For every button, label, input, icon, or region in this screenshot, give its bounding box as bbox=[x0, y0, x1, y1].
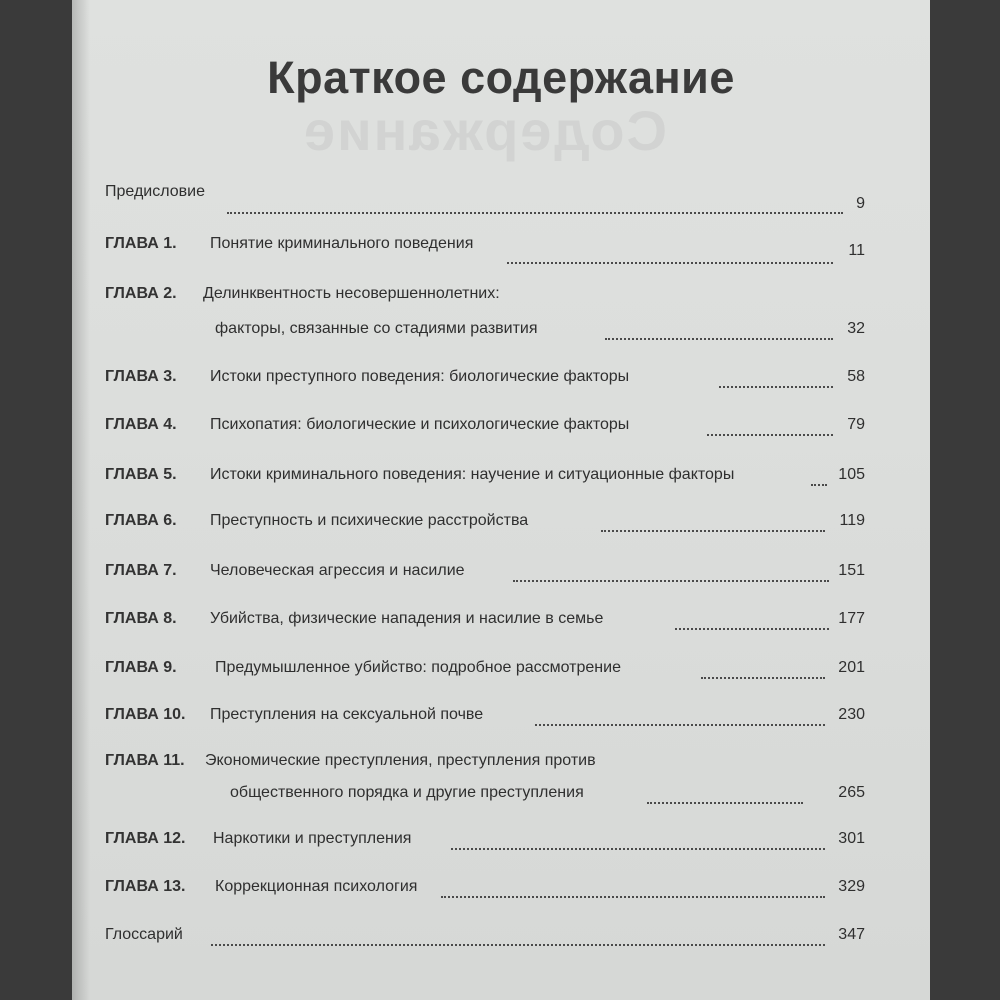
toc-leader-dots bbox=[601, 528, 825, 532]
toc-entry-title: Преступность и психические расстройства bbox=[210, 512, 529, 529]
toc-page-number: 58 bbox=[847, 368, 865, 385]
book-page bbox=[72, 0, 930, 1000]
toc-chapter-label: ГЛАВА 10. bbox=[105, 706, 186, 723]
toc-entry-title: Глоссарий bbox=[105, 926, 183, 943]
toc-chapter-label: ГЛАВА 7. bbox=[105, 562, 177, 579]
toc-page-number: 105 bbox=[838, 466, 865, 483]
toc-page-number: 11 bbox=[848, 242, 865, 259]
toc-entry-chapter-1 bbox=[105, 235, 865, 259]
toc-entry-title: Наркотики и преступления bbox=[213, 830, 412, 847]
toc-leader-dots bbox=[441, 894, 825, 898]
toc-entry-title: Истоки преступного поведения: биологические факторы bbox=[210, 368, 630, 385]
toc-entry-preface bbox=[105, 183, 865, 212]
toc-entry-title: Делинквентность несовершеннолетних: bbox=[203, 285, 500, 302]
page-title: Краткое содержание bbox=[267, 52, 735, 103]
toc-entry-title: Психопатия: биологические и психологические факторы bbox=[210, 416, 630, 433]
toc-entry-title: Предумышленное убийство: подробное рассмотрение bbox=[215, 659, 621, 676]
toc-entry-chapter-5 bbox=[105, 466, 865, 490]
toc-chapter-label: ГЛАВА 3. bbox=[105, 368, 177, 385]
toc-page-number: 201 bbox=[838, 659, 865, 676]
toc-entry-glossary bbox=[105, 926, 865, 950]
toc-page-number: 79 bbox=[847, 416, 865, 433]
toc-page-number: 301 bbox=[838, 830, 865, 847]
toc-entry-chapter-11-continued bbox=[105, 784, 865, 808]
toc-page-number: 119 bbox=[839, 512, 865, 529]
toc-entry-chapter-4 bbox=[105, 416, 865, 440]
toc-entry-title-line2: общественного порядка и другие преступления bbox=[230, 784, 584, 801]
toc-leader-dots bbox=[227, 210, 843, 214]
toc-leader-dots bbox=[451, 846, 825, 850]
toc-entry-chapter-10 bbox=[105, 706, 865, 730]
toc-entry-chapter-12 bbox=[105, 830, 865, 854]
toc-page-number: 9 bbox=[856, 195, 865, 212]
toc-entry-chapter-2 bbox=[105, 285, 865, 309]
toc-entry-chapter-6 bbox=[105, 512, 865, 536]
toc-leader-dots bbox=[811, 482, 827, 486]
toc-leader-dots bbox=[211, 942, 825, 946]
toc-chapter-label: ГЛАВА 1. bbox=[105, 235, 177, 252]
toc-chapter-label: ГЛАВА 5. bbox=[105, 466, 177, 483]
toc-leader-dots bbox=[707, 432, 833, 436]
toc-page-number: 177 bbox=[838, 610, 865, 627]
toc-chapter-label: ГЛАВА 9. bbox=[105, 659, 177, 676]
toc-leader-dots bbox=[719, 384, 833, 388]
toc-page-number: 151 bbox=[838, 562, 865, 579]
toc-chapter-label: ГЛАВА 13. bbox=[105, 878, 186, 895]
toc-leader-dots bbox=[507, 260, 833, 264]
toc-page-number: 329 bbox=[838, 878, 865, 895]
toc-leader-dots bbox=[513, 578, 829, 582]
toc-chapter-label: ГЛАВА 12. bbox=[105, 830, 186, 847]
toc-chapter-label: ГЛАВА 8. bbox=[105, 610, 177, 627]
toc-chapter-label: ГЛАВА 2. bbox=[105, 285, 177, 302]
toc-entry-title: Человеческая агрессия и насилие bbox=[210, 562, 465, 579]
show-through-text: Содержание bbox=[302, 99, 667, 162]
toc-entry-title: Истоки криминального поведения: научение и ситуационные факторы bbox=[210, 466, 735, 483]
toc-leader-dots bbox=[675, 626, 829, 630]
toc-page-number: 265 bbox=[838, 784, 865, 801]
toc-entry-chapter-11 bbox=[105, 752, 865, 776]
toc-entry-title: Экономические преступления, преступления против bbox=[205, 752, 596, 769]
toc-leader-dots bbox=[647, 800, 803, 804]
toc-page-number: 32 bbox=[847, 320, 865, 337]
toc-chapter-label: ГЛАВА 11. bbox=[105, 752, 185, 769]
toc-leader-dots bbox=[605, 336, 833, 340]
toc-chapter-label: ГЛАВА 6. bbox=[105, 512, 177, 529]
toc-leader-dots bbox=[701, 675, 825, 679]
toc-page-number: 347 bbox=[838, 926, 865, 943]
toc-entry-chapter-2-continued bbox=[105, 320, 865, 344]
toc-entry-chapter-8 bbox=[105, 610, 865, 634]
page-gutter-shadow bbox=[72, 0, 90, 1000]
toc-entry-chapter-7 bbox=[105, 562, 865, 586]
toc-entry-title: Предисловие bbox=[105, 183, 205, 200]
toc-entry-title: Понятие криминального поведения bbox=[210, 235, 474, 252]
toc-entry-chapter-13 bbox=[105, 878, 865, 902]
toc-chapter-label: ГЛАВА 4. bbox=[105, 416, 177, 433]
toc-leader-dots bbox=[535, 722, 825, 726]
toc-entry-title-line2: факторы, связанные со стадиями развития bbox=[215, 320, 538, 337]
toc-entry-title: Убийства, физические нападения и насилие в семье bbox=[210, 610, 604, 627]
toc-entry-chapter-9 bbox=[105, 659, 865, 683]
toc-entry-chapter-3 bbox=[105, 368, 865, 392]
toc-entry-title: Преступления на сексуальной почве bbox=[210, 706, 484, 723]
toc-page-number: 230 bbox=[838, 706, 865, 723]
toc-entry-title: Коррекционная психология bbox=[215, 878, 418, 895]
